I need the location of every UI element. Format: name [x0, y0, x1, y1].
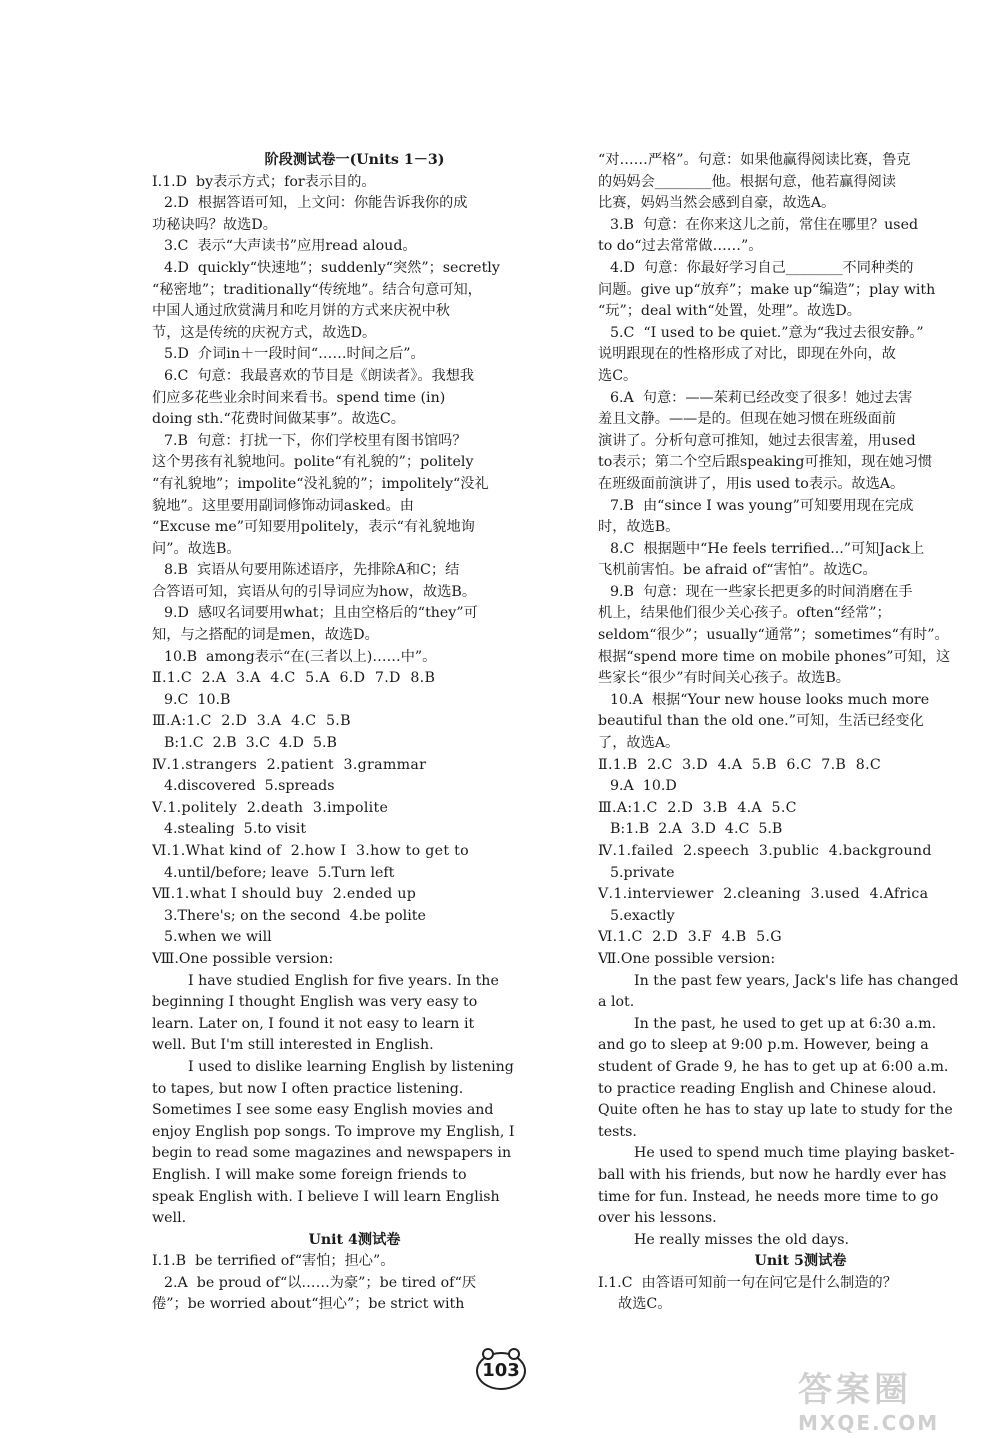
answer-line: 9.D 感叹名词要用what；且由空格后的“they”可 [164, 605, 478, 622]
answer-line: “Excuse me”可知要用politely，表示“有礼貌地询 [152, 519, 475, 536]
answer-line: 10.A 根据“Your new house looks much more [610, 691, 930, 708]
answer-line: to表示；第二个空后跟speaking可推知，现在她习惯 [598, 454, 933, 471]
page-number: 103 [476, 1352, 526, 1390]
answer-line: 6.A 句意：——茱莉已经改变了很多！她过去害 [610, 389, 913, 406]
section-title: 阶段测试卷一(Units 1－3) [264, 152, 445, 168]
answer-line: 选C。 [598, 367, 638, 384]
answer-line: Ⅴ.1.politely 2.death 3.impolite [152, 799, 389, 816]
answer-line: Ⅳ.1.failed 2.speech 3.public 4.background [598, 843, 932, 859]
answer-line: and go to sleep at 9:00 p.m. However, being a [598, 1037, 929, 1054]
answer-line: to practice reading English and Chinese aloud. [598, 1080, 937, 1097]
answer-line: 的妈妈会________他。根据句意，他若赢得阅读 [598, 173, 896, 190]
answer-line: 们应多花些业余时间来看书。spend time (in) [152, 389, 446, 406]
answer-line: Ⅶ.One possible version: [598, 950, 776, 967]
answer-line: 节，这是传统的庆祝方式，故选D。 [152, 324, 377, 341]
answer-line: 5.when we will [164, 929, 272, 946]
answer-line: He used to spend much time playing basket- [634, 1145, 955, 1162]
answer-line: 5.C “I used to be quiet.”意为“我过去很安静。” [610, 324, 924, 341]
answer-line: speak English with. I believe I will learn English [152, 1188, 500, 1205]
answer-line: 了，故选A。 [598, 735, 680, 752]
answer-line: “对……严格”。句意：如果他赢得阅读比赛，鲁克 [598, 152, 911, 168]
answer-line: 合答语可知，宾语从句的引导词应为how，故选B。 [152, 583, 477, 600]
answer-line: 3.There's; on the second 4.be polite [164, 907, 426, 924]
answer-line: Ⅴ.1.interviewer 2.cleaning 3.used 4.Africa [598, 886, 929, 903]
answer-line: English. I will make some foreign friends to [152, 1166, 467, 1183]
answer-line: 故选C。 [618, 1296, 672, 1313]
answer-line: 4.D 句意：你最好学习自己________不同种类的 [610, 259, 914, 276]
answer-line: B:1.B 2.A 3.D 4.C 5.B [610, 821, 783, 838]
answer-line: 演讲了。分析句意可推知，她过去很害羞，用used [598, 432, 916, 449]
left-column [152, 150, 557, 1316]
answer-line: 6.C 句意：我最喜欢的节目是《朗读者》。我想我 [164, 367, 475, 384]
answer-line: 10.B among表示“在(三者以上)……中”。 [164, 648, 437, 665]
answer-line: well. But I'm still interested in English. [152, 1037, 434, 1054]
answer-line: 4.until/before; leave 5.Turn left [164, 864, 395, 881]
answer-line: He really misses the old days. [634, 1231, 850, 1248]
answer-line: 4.discovered 5.spreads [164, 778, 335, 795]
answer-line: Ⅵ.1.C 2.D 3.F 4.B 5.G [598, 929, 782, 946]
answer-line: 倦”；be worried about“担心”；be strict with [152, 1296, 465, 1313]
answer-line: 中国人通过欣赏满月和吃月饼的方式来庆祝中秋 [152, 303, 450, 320]
answer-line: 在班级面前演讲了，用is used to表示。故选A。 [598, 475, 905, 492]
answer-line: well. [152, 1210, 187, 1227]
answer-line: “玩”；deal with“处置，处理”。故选D。 [598, 303, 861, 320]
answer-line: 说明跟现在的性格形成了对比，即现在外向，故 [598, 346, 896, 363]
answer-line: Ⅱ.1.B 2.C 3.D 4.A 5.B 6.C 7.B 8.C [598, 756, 882, 773]
answer-line: 3.C 表示“大声读书”应用read aloud。 [164, 238, 417, 255]
answer-line: learn. Later on, I found it not easy to learn it [152, 1015, 475, 1032]
answer-line: time for fun. Instead, he needs more time to go [598, 1188, 939, 1205]
answer-line: “有礼貌地”；impolite“没礼貌的”；impolitely“没礼 [152, 475, 489, 492]
answer-line: 貌地”。这里要用副词修饰动词asked。由 [152, 497, 414, 514]
answer-line: Ⅰ.1.C 由答语可知前一句在问它是什么制造的？ [598, 1274, 897, 1291]
answer-line: 5.D 介词in＋一段时间“……时间之后”。 [164, 346, 425, 363]
answer-line: Ⅳ.1.strangers 2.patient 3.grammar [152, 756, 427, 773]
answer-line: seldom“很少”；usually“通常”；sometimes“有时”。 [598, 627, 949, 644]
answer-line: Ⅲ.A:1.C 2.D 3.A 4.C 5.B [152, 713, 351, 730]
answer-line: 机上，结果他们很少关心孩子。often“经常”； [598, 605, 891, 622]
answer-line: tests. [598, 1123, 637, 1140]
answer-line: 问题。give up“放弃”；make up“编造”；play with [598, 281, 936, 298]
answer-line: Ⅷ.One possible version: [152, 950, 334, 967]
answer-line: Ⅵ.1.What kind of 2.how I 3.how to get to [152, 843, 470, 859]
answer-line: to tapes, but now I often practice listening. [152, 1080, 464, 1097]
answer-line: Ⅶ.1.what I should buy 2.ended up [152, 886, 417, 903]
answer-line: 些家长“很少”有时间关心孩子。故选B。 [598, 670, 850, 687]
watermark-url: MXQE.COM [798, 1411, 940, 1435]
answer-line: 7.B 句意：打扰一下，你们学校里有图书馆吗？ [164, 432, 467, 449]
answer-line: 4.stealing 5.to visit [164, 821, 307, 838]
answer-line: 根据“spend more time on mobile phones”可知，这 [598, 648, 951, 665]
answer-line: Ⅰ.1.D by表示方式；for表示目的。 [152, 173, 376, 190]
answer-line: 羞且文静。——是的。但现在她习惯在班级面前 [598, 411, 896, 428]
answer-line: beginning I thought English was very easy to [152, 994, 478, 1011]
answer-line: student of Grade 9, he has to get up at 6:00 a.m. [598, 1058, 949, 1075]
answer-line: Ⅲ.A:1.C 2.D 3.B 4.A 5.C [598, 799, 797, 816]
watermark [798, 1362, 988, 1435]
answer-line: to do“过去常常做……”。 [598, 238, 763, 255]
answer-line: I have studied English for five years. In the [188, 972, 499, 989]
answer-line: 2.D 根据答语可知，上文问：你能告诉我你的成 [164, 195, 468, 212]
right-column [598, 150, 1000, 1316]
section-title: Unit 4测试卷 [308, 1231, 401, 1248]
answer-line: 飞机前害怕。be afraid of“害怕”。故选C。 [598, 562, 877, 579]
answer-line: 3.B 句意：在你来这儿之前，常住在哪里？used [610, 216, 919, 233]
answer-line: I used to dislike learning English by listening [188, 1058, 514, 1075]
answer-line: 9.C 10.B [164, 691, 231, 708]
answer-line: 时，故选B。 [598, 519, 680, 536]
answer-line: B:1.C 2.B 3.C 4.D 5.B [164, 735, 337, 752]
answer-line: 这个男孩有礼貌地问。polite“有礼貌的”；politely [152, 454, 474, 471]
answer-line: 5.private [610, 864, 675, 881]
answer-line: 4.D quickly“快速地”；suddenly“突然”；secretly [164, 259, 500, 276]
answer-line: 9.B 句意：现在一些家长把更多的时间消磨在手 [610, 583, 913, 600]
answer-line: 5.exactly [610, 907, 675, 924]
answer-line: ball with his friends, but now he hardly ever has [598, 1166, 947, 1183]
answer-line: Ⅱ.1.C 2.A 3.A 4.C 5.A 6.D 7.D 8.B [152, 670, 436, 687]
answer-line: In the past few years, Jack's life has changed [634, 972, 959, 989]
answer-line: In the past, he used to get up at 6:30 a.m. [634, 1015, 937, 1032]
answer-line: 7.B 由“since I was young”可知要用现在完成 [610, 497, 914, 514]
answer-line: 知，与之搭配的词是men，故选D。 [152, 627, 379, 644]
answer-line: Ⅰ.1.B be terrified of“害怕；担心”。 [152, 1253, 395, 1270]
section-title: Unit 5测试卷 [754, 1253, 847, 1270]
answer-line: doing sth.“花费时间做某事”。故选C。 [152, 411, 405, 428]
answer-line: 9.A 10.D [610, 778, 677, 795]
answer-line: begin to read some magazines and newspapers in [152, 1145, 512, 1162]
answer-line: Sometimes I see some easy English movies and [152, 1102, 494, 1119]
watermark-logo: 答案圈 [798, 1370, 912, 1410]
answer-line: beautiful than the old one.”可知，生活已经变化 [598, 713, 924, 730]
answer-line: 2.A be proud of“以……为豪”；be tired of“厌 [164, 1274, 477, 1291]
answer-line: 比赛，妈妈当然会感到自豪，故选A。 [598, 195, 836, 212]
answer-line: a lot. [598, 994, 635, 1011]
answer-line: 功秘诀吗？故选D。 [152, 216, 277, 233]
answer-line: Quite often he has to stay up late to study for the [598, 1102, 953, 1119]
answer-line: “秘密地”；traditionally“传统地”。结合句意可知， [152, 281, 482, 298]
answer-line: 8.B 宾语从句要用陈述语序，先排除A和C；结 [164, 562, 460, 579]
answer-line: over his lessons. [598, 1210, 717, 1227]
answer-line: enjoy English pop songs. To improve my English, I [152, 1123, 515, 1140]
answer-line: 8.C 根据题中“He feels terrified...”可知Jack上 [610, 540, 925, 557]
answer-line: 问”。故选B。 [152, 540, 241, 557]
